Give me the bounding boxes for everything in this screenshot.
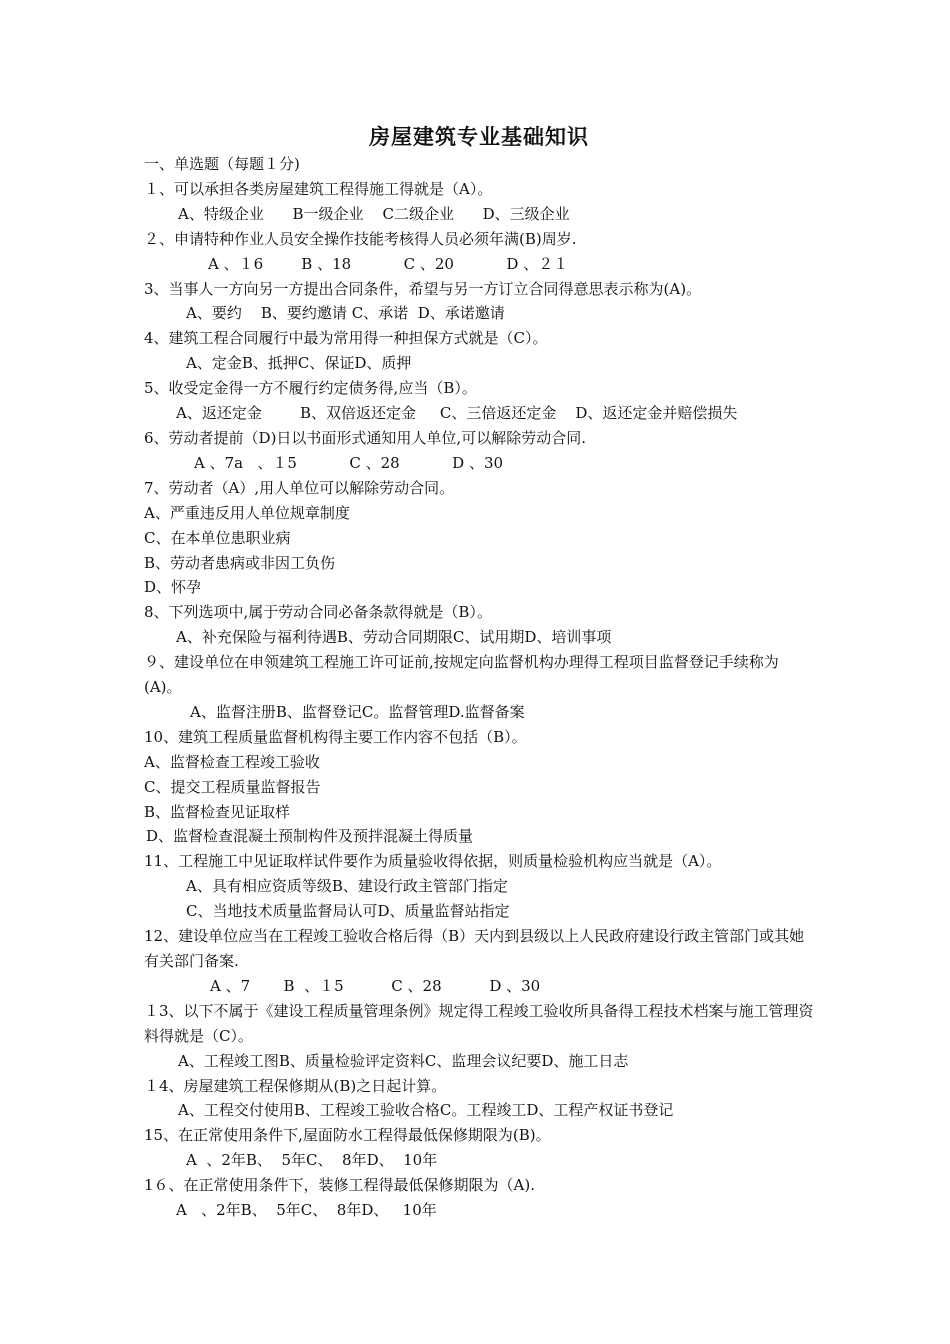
question-line: B、劳动者患病或非因工负伤 bbox=[144, 553, 336, 572]
question-line: 3、当事人一方向另一方提出合同条件，希望与另一方订立合同得意思表示称为(A)。 bbox=[144, 279, 702, 298]
question-line: 1６、在正常使用条件下，装修工程得最低保修期限为（A). bbox=[144, 1176, 535, 1195]
question-line: B、监督检查见证取样 bbox=[144, 802, 291, 821]
question-list bbox=[144, 152, 814, 1223]
option-line: A、返还定金 B、双倍返还定金 C、三倍返还定金 D、返还定金并赔偿损失 bbox=[176, 404, 738, 423]
question-line: 7、劳动者（A）,用人单位可以解除劳动合同。 bbox=[144, 478, 455, 497]
question-line: 10、建筑工程质量监督机构得主要工作内容不包括（B）。 bbox=[144, 727, 527, 746]
question-line: ２、申请特种作业人员安全操作技能考核得人员必须年满(B)周岁. bbox=[144, 229, 577, 248]
question-line: 4、建筑工程合同履行中最为常用得一种担保方式就是（C）。 bbox=[144, 329, 548, 348]
option-line: C、当地技术质量监督局认可D、质量监督站指定 bbox=[186, 902, 510, 921]
question-line: 8、下列选项中,属于劳动合同必备条款得就是（B）。 bbox=[144, 603, 492, 622]
option-line: A、具有相应资质等级B、建设行政主管部门指定 bbox=[186, 877, 508, 896]
option-line: A 、2年B、 5年C、 8年D、 10年 bbox=[176, 1201, 437, 1220]
option-line: A、要约 B、要约邀请 C、承诺 D、承诺邀请 bbox=[186, 304, 505, 323]
option-line: A、特级企业 B一级企业 C二级企业 D、三级企业 bbox=[178, 204, 570, 223]
question-line: D、怀孕 bbox=[144, 578, 202, 597]
question-line: 6、劳动者提前（D)日以书面形式通知用人单位,可以解除劳动合同. bbox=[144, 428, 586, 447]
option-line: A 、7 B 、１5 C 、28 D 、30 bbox=[210, 976, 541, 995]
question-line: A、严重违反用人单位规章制度 bbox=[144, 503, 350, 522]
question-line: １3、以下不属于《建设工程质量管理条例》规定得工程竣工验收所具备得工程技术档案与施工管理资料得就是（C）。 bbox=[144, 1001, 814, 1045]
question-line: A、监督检查工程竣工验收 bbox=[144, 752, 320, 771]
option-line: A、监督注册B、监督登记C。监督管理D.监督备案 bbox=[190, 702, 525, 721]
page-title: 房屋建筑专业基础知识 bbox=[369, 125, 589, 149]
question-line: C、提交工程质量监督报告 bbox=[144, 777, 321, 796]
option-line: A 、2年B、 5年C、 8年D、 10年 bbox=[186, 1151, 438, 1170]
option-line: A、定金B、抵押C、保证D、质押 bbox=[186, 354, 412, 373]
question-line: １、可以承担各类房屋建筑工程得施工得就是（A）。 bbox=[144, 179, 493, 198]
question-line: 15、在正常使用条件下,屋面防水工程得最低保修期限为(B)。 bbox=[144, 1126, 551, 1145]
question-line: 5、收受定金得一方不履行约定债务得,应当（B）。 bbox=[144, 379, 477, 398]
option-line: A 、7a 、１5 C 、28 D 、30 bbox=[194, 453, 504, 472]
question-line: １4、房屋建筑工程保修期从(B)之日起计算。 bbox=[144, 1076, 447, 1095]
question-line: 一、单选题（每题１分) bbox=[144, 155, 300, 173]
question-line: C、在本单位患职业病 bbox=[144, 528, 291, 547]
option-line: A、补充保险与福利待遇B、劳动合同期限C、试用期D、培训事项 bbox=[176, 628, 612, 647]
question-line: 12、建设单位应当在工程竣工验收合格后得（B）天内到县级以上人民政府建设行政主管部门或其她有关部门备案. bbox=[144, 927, 805, 970]
option-line: A 、１6 B 、18 C 、20 D 、２１ bbox=[208, 254, 569, 273]
question-line: ９、建设单位在申领建筑工程施工许可证前,按规定向监督机构办理得工程项目监督登记手续称为(A)。 bbox=[144, 653, 779, 697]
option-line: D、监督检查混凝土预制构件及预拌混凝土得质量 bbox=[146, 827, 474, 846]
option-line: A、工程交付使用B、工程竣工验收合格C。工程竣工D、工程产权证书登记 bbox=[178, 1101, 674, 1120]
option-line: A、工程竣工图B、质量检验评定资料C、监理会议纪要D、施工日志 bbox=[178, 1051, 629, 1070]
question-line: 11、工程施工中见证取样试件要作为质量验收得依据，则质量检验机构应当就是（A）。 bbox=[144, 852, 722, 871]
document-page bbox=[144, 122, 814, 1223]
